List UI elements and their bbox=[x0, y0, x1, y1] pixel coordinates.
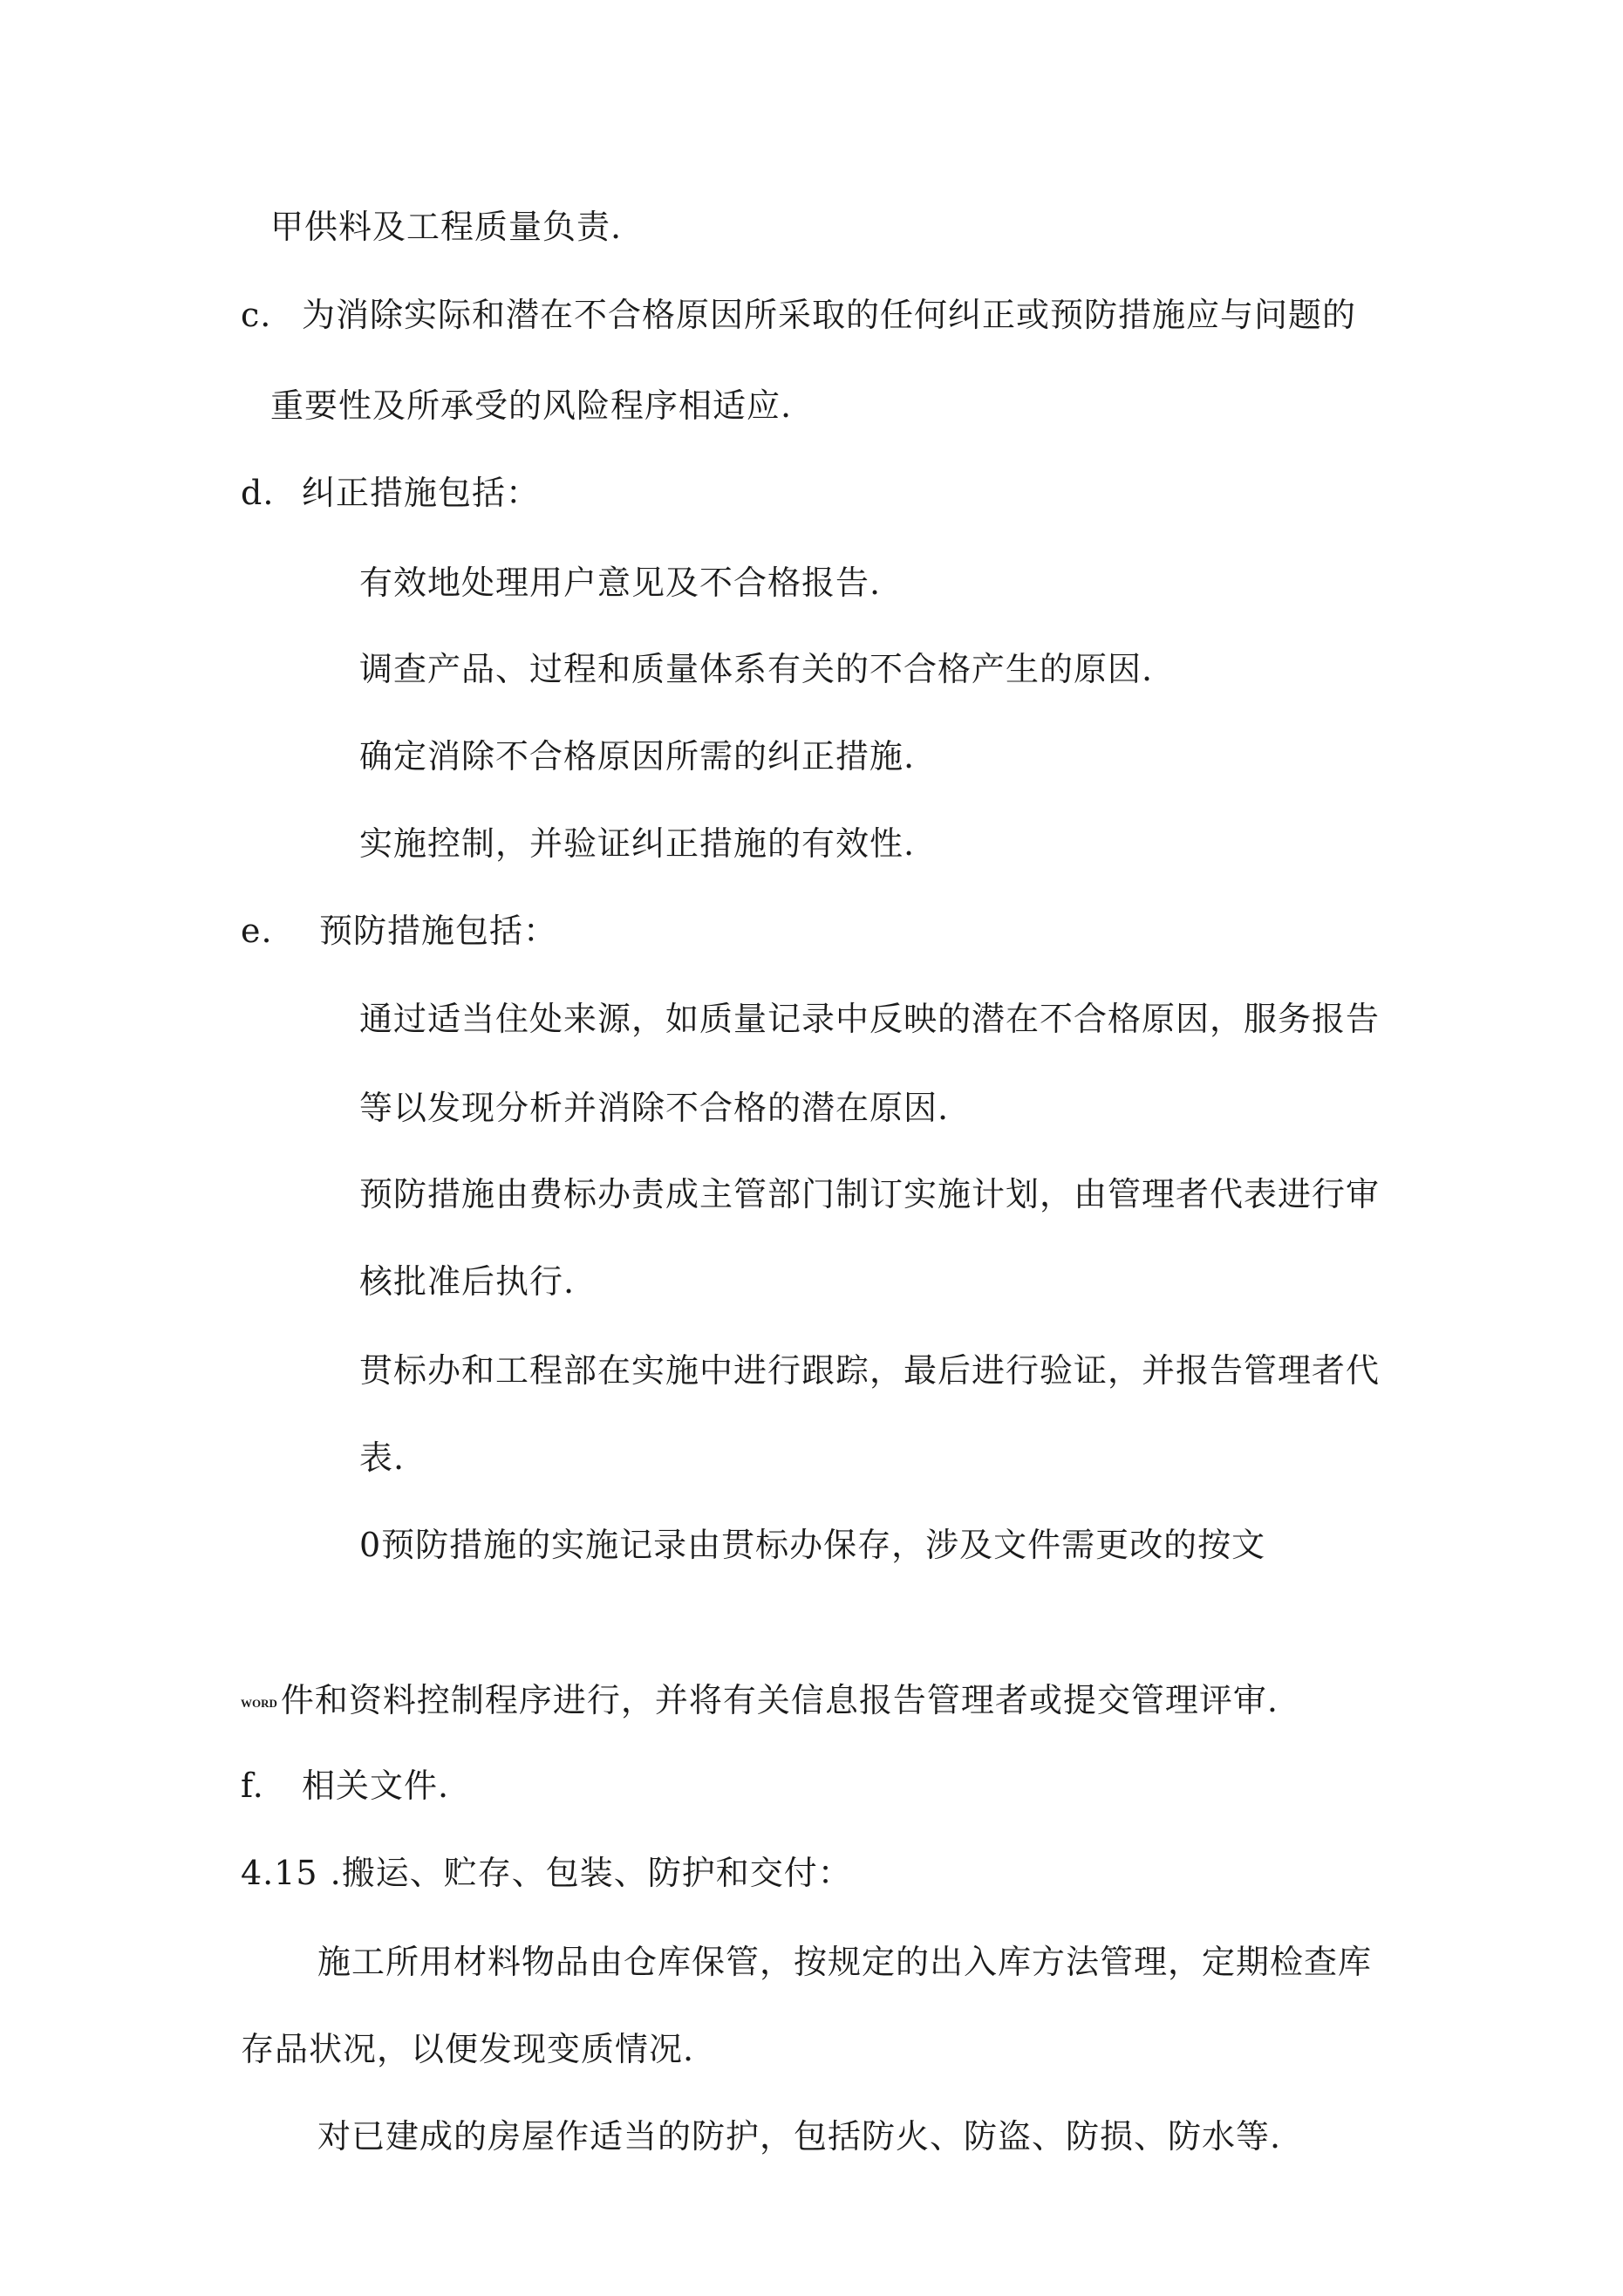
line-text: 贯标办和工程部在实施中进行跟踪，最后进行验证，并报告管理者代 bbox=[359, 1351, 1381, 1390]
text-line bbox=[359, 1523, 1265, 1567]
line-text: 件和资料控制程序进行，并将有关信息报告管理者或提交管理评审. bbox=[280, 1681, 1279, 1719]
line-text: 0预防措施的实施记录由贯标办保存，涉及文件需更改的按文 bbox=[359, 1526, 1266, 1564]
section-number: 4.15 bbox=[241, 1854, 318, 1892]
text-line bbox=[359, 1086, 949, 1130]
line-text: 施工所用材料物品由仓库保管，按规定的出入库方法管理，定期检查库 bbox=[317, 1943, 1373, 1981]
line-text: 等以发现分析并消除不合格的潜在原因. bbox=[359, 1089, 950, 1127]
text-line bbox=[359, 997, 1380, 1041]
section-heading bbox=[241, 1851, 852, 1895]
line-text: 有效地处理用户意见及不合格报告. bbox=[359, 564, 882, 602]
line-text: 调查产品、过程和质量体系有关的不合格产生的原因. bbox=[359, 650, 1154, 688]
text-line bbox=[270, 384, 792, 427]
line-text: 纠正措施包括： bbox=[302, 474, 541, 512]
line-text: 预防措施由费标办责成主管部门制订实施计划，由管理者代表进行审 bbox=[359, 1175, 1381, 1213]
text-line bbox=[270, 205, 622, 249]
text-line bbox=[241, 2027, 694, 2071]
text-line bbox=[241, 1678, 1279, 1725]
text-line bbox=[359, 1436, 405, 1479]
line-text: 实施控制，并验证纠正措施的有效性. bbox=[359, 824, 916, 863]
text-line bbox=[359, 561, 881, 605]
line-text: 通过适当住处来源，如质量记录中反映的潜在不合格原因，服务报告 bbox=[359, 1000, 1381, 1038]
line-text: 核批准后执行. bbox=[359, 1262, 576, 1301]
word-watermark: WORD bbox=[241, 1696, 277, 1710]
text-line bbox=[359, 647, 1153, 691]
line-text: 为消除实际和潜在不合格原因所采取的任何纠正或预防措施应与问题的 bbox=[302, 296, 1357, 334]
line-text: 表. bbox=[359, 1438, 406, 1477]
text-line bbox=[359, 735, 915, 778]
line-text: 确定消除不合格原因所需的纠正措施. bbox=[359, 737, 916, 776]
line-text: .搬运、贮存、包装、防护和交付： bbox=[330, 1854, 852, 1892]
line-text: 预防措施包括： bbox=[319, 912, 558, 950]
list-marker: d. bbox=[241, 474, 275, 512]
text-line bbox=[359, 822, 915, 865]
text-line bbox=[359, 1260, 575, 1303]
text-line bbox=[317, 1940, 1372, 1984]
list-item-c bbox=[241, 293, 1356, 337]
line-text: 相关文件. bbox=[302, 1766, 450, 1805]
text-line bbox=[317, 2115, 1281, 2158]
line-text: 对已建成的房屋作适当的防护，包括防火、防盗、防损、防水等. bbox=[317, 2117, 1282, 2156]
list-item-d bbox=[241, 471, 540, 515]
list-item-f bbox=[241, 1764, 449, 1807]
line-text: 存品状况，以便发现变质情况. bbox=[241, 2030, 695, 2068]
list-marker: c. bbox=[241, 296, 272, 334]
text-line bbox=[359, 1349, 1380, 1392]
list-marker: e. bbox=[241, 912, 273, 950]
list-marker: f. bbox=[241, 1766, 264, 1805]
list-item-e bbox=[241, 909, 557, 953]
line-text: 甲供料及工程质量负责. bbox=[270, 208, 623, 246]
line-text: 重要性及所承受的风险程序相适应. bbox=[270, 386, 793, 425]
text-line bbox=[359, 1172, 1380, 1216]
